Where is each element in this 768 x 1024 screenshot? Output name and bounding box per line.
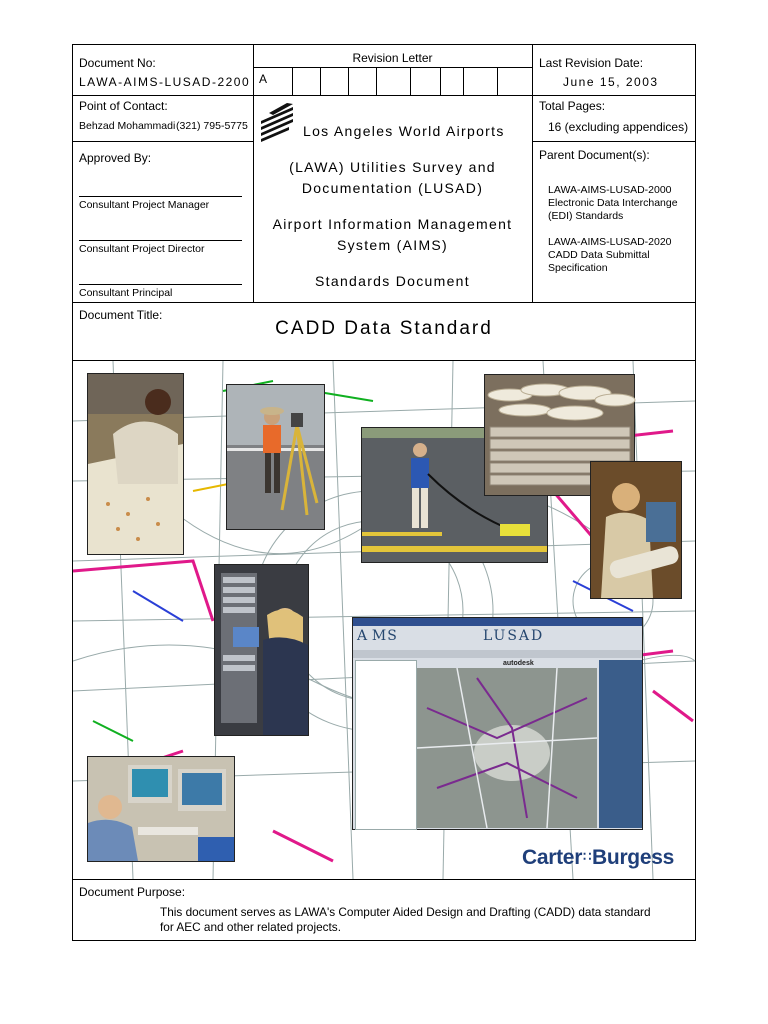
- revision-cell: [293, 68, 321, 96]
- divider-row2-right: [532, 141, 696, 142]
- parent-doc-line: Electronic Data Interchange: [548, 197, 678, 209]
- server-photo: [214, 564, 309, 736]
- total-pages-value: 16 (excluding appendices): [548, 120, 689, 134]
- last-revision-date: June 15, 2003: [563, 75, 659, 89]
- divider-row1: [72, 95, 253, 96]
- signature-line: [79, 196, 242, 197]
- screenshot-right-panel: [599, 660, 642, 828]
- signature-line: [79, 240, 242, 241]
- screenshot-vendor: autodesk: [503, 660, 534, 667]
- approver-role: Consultant Principal: [79, 287, 173, 299]
- screenshot-titlebar: [353, 618, 642, 626]
- signature-line: [79, 284, 242, 285]
- parent-doc-line: Specification: [548, 262, 608, 274]
- parent-doc-line: LAWA-AIMS-LUSAD-2020: [548, 236, 672, 248]
- approver-role: Consultant Project Manager: [79, 199, 210, 211]
- doc-title: CADD Data Standard: [275, 318, 493, 339]
- parent-doc-line: (EDI) Standards: [548, 210, 624, 222]
- revision-label: Revision Letter: [352, 51, 433, 65]
- parent-doc-line: CADD Data Submittal: [548, 249, 650, 261]
- screenshot-brand-aims: A MS: [357, 628, 398, 644]
- purpose-line1: This document serves as LAWA's Computer Aided Design and Drafting (CADD) data standard: [160, 905, 651, 919]
- screenshot-layer-panel: [355, 660, 417, 830]
- doc-no-label: Document No:: [79, 56, 156, 70]
- last-revision-label: Last Revision Date:: [539, 56, 644, 70]
- parent-list: [548, 184, 694, 274]
- revision-cell: [321, 68, 349, 96]
- contact-phone: (321) 795-5775: [176, 120, 248, 132]
- purpose-label: Document Purpose:: [79, 885, 186, 899]
- contact-name: Behzad Mohammadi: [79, 120, 176, 132]
- contact-label: Point of Contact:: [79, 99, 168, 113]
- screenshot-map: [417, 668, 597, 828]
- parent-doc-line: LAWA-AIMS-LUSAD-2000: [548, 184, 672, 196]
- drawing-roll-photo: [590, 461, 682, 599]
- title-line: (LAWA) Utilities Survey and: [289, 159, 496, 175]
- drafting-photo: [87, 373, 184, 555]
- title-line: Airport Information Management: [272, 216, 513, 232]
- collage: [72, 360, 696, 880]
- screenshot-brand-lusad: LUSAD: [483, 628, 545, 644]
- approver-role: Consultant Project Director: [79, 243, 205, 255]
- revision-grid: [253, 67, 532, 95]
- screenshot-toolbar: [353, 650, 642, 658]
- logo-carter: Carter: [522, 846, 583, 869]
- center-block: [253, 95, 532, 302]
- logo-separator: ∷: [583, 849, 592, 864]
- revision-cell-current: A: [253, 68, 293, 96]
- lawa-logo: [259, 101, 297, 145]
- divider-row1-right: [532, 95, 696, 96]
- parent-label: Parent Document(s):: [539, 148, 650, 162]
- purpose-line2: for AEC and other related projects.: [160, 920, 341, 934]
- workstation-photo: [87, 756, 235, 862]
- divider-right: [532, 44, 533, 302]
- revision-cell: [411, 68, 441, 96]
- revision-cell: [441, 68, 464, 96]
- revision-cell: [349, 68, 377, 96]
- title-line: Documentation (LUSAD): [301, 180, 484, 196]
- revision-cell: [464, 68, 498, 96]
- divider-row2: [72, 141, 253, 142]
- revision-cell: [377, 68, 411, 96]
- surveyor-photo: [226, 384, 325, 530]
- divider-row3: [72, 302, 696, 303]
- carter-burgess-logo: [522, 846, 674, 870]
- total-pages-label: Total Pages:: [539, 99, 606, 113]
- title-line: System (AIMS): [336, 237, 449, 253]
- doc-title-label: Document Title:: [79, 308, 163, 322]
- logo-burgess: Burgess: [592, 846, 674, 869]
- title-line: Standards Document: [315, 273, 470, 289]
- approved-label: Approved By:: [79, 151, 152, 165]
- org-name: Los Angeles World Airports: [303, 123, 505, 139]
- aims-screenshot: [352, 617, 643, 830]
- doc-no-value: LAWA-AIMS-LUSAD-2200: [79, 75, 251, 89]
